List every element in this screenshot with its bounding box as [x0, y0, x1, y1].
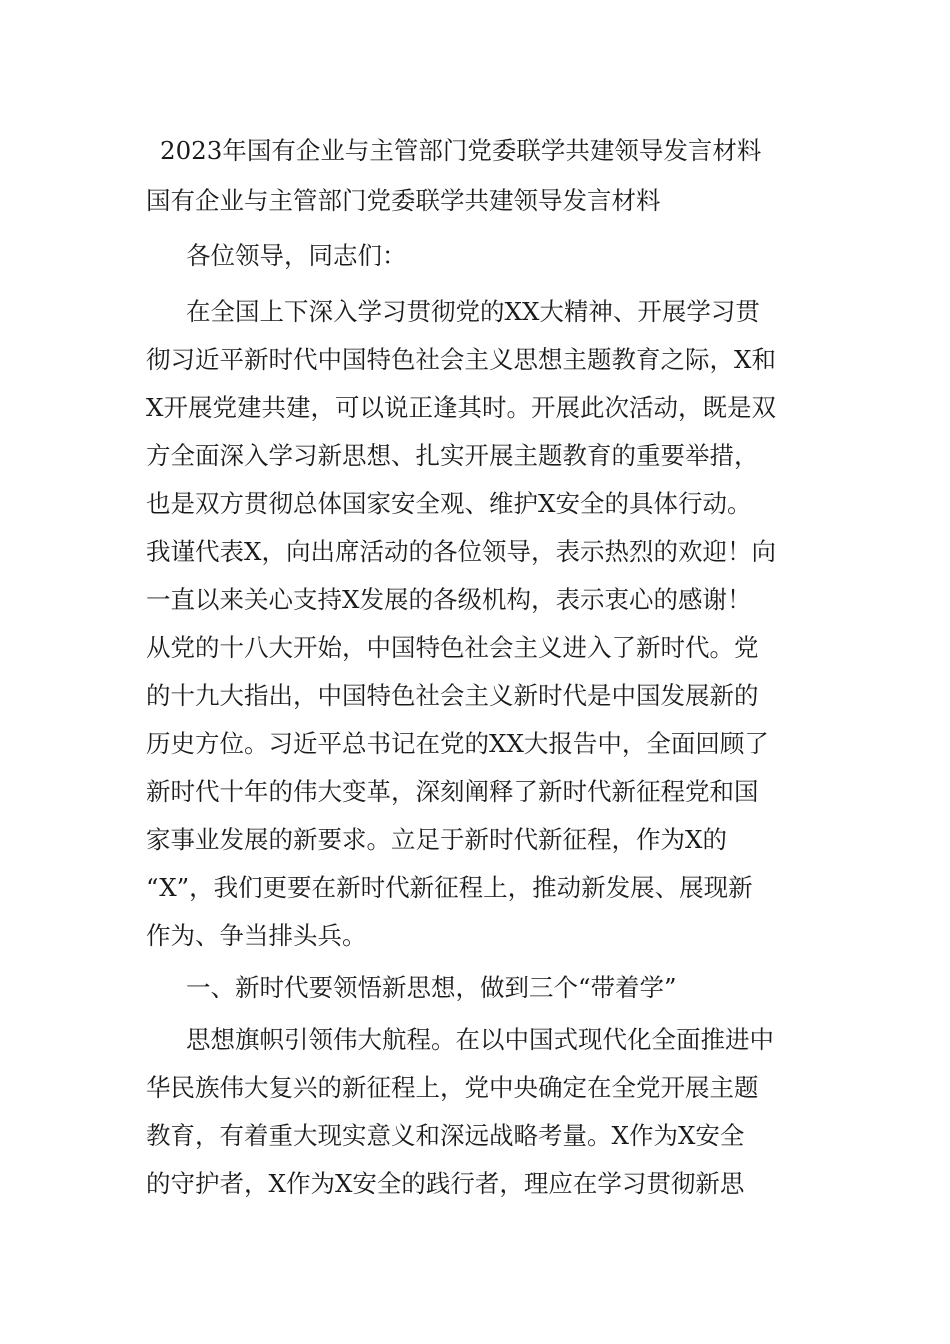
text-line: 一直以来关心支持X发展的各级机构，表示衷心的感谢！ — [146, 585, 752, 614]
document-body — [146, 128, 810, 1208]
text-line: 华民族伟大复兴的新征程上，党中央确定在全党开展主题 — [146, 1073, 759, 1102]
text-line: 教育，有着重大现实意义和深远战略考量。X作为X安全 — [146, 1121, 745, 1150]
text-line: X开展党建共建，可以说正逢其时。开展此次活动，既是双 — [146, 393, 776, 422]
section-heading: 一、新时代要领悟新思想，做到三个“带着学” — [186, 973, 677, 1002]
text-line: 方全面深入学习新思想、扎实开展主题教育的重要举措， — [146, 441, 759, 470]
text-line: 彻习近平新时代中国特色社会主义思想主题教育之际，X和 — [146, 345, 776, 374]
text-line: 新时代十年的伟大变革，深刻阐释了新时代新征程党和国 — [146, 777, 759, 806]
text-line: 我谨代表X，向出席活动的各位领导，表示热烈的欢迎！向 — [146, 537, 776, 566]
document-subtitle: 国有企业与主管部门党委联学共建领导发言材料 — [146, 186, 661, 215]
text-line: 思想旗帜引领伟大航程。在以中国式现代化全面推进中 — [186, 1025, 774, 1054]
text-line: 的守护者，X作为X安全的践行者，理应在学习贯彻新思 — [146, 1169, 745, 1198]
text-line: 的十九大指出，中国特色社会主义新时代是中国发展新的 — [146, 681, 759, 710]
text-line: “X”，我们更要在新时代新征程上，推动新发展、展现新 — [146, 873, 753, 902]
paragraph-2 — [146, 1016, 810, 1208]
text-line: 从党的十八大开始，中国特色社会主义进入了新时代。党 — [146, 633, 759, 662]
text-line: 历史方位。习近平总书记在党的XX大报告中，全面回顾了 — [146, 729, 769, 758]
text-line: 在全国上下深入学习贯彻党的XX大精神、开展学习贯 — [186, 297, 760, 326]
text-line: 家事业发展的新要求。立足于新时代新征程，作为X的 — [146, 825, 727, 854]
text-line: 作为、争当排头兵。 — [146, 921, 367, 950]
paragraph-1 — [146, 288, 810, 960]
document-title: 2023年国有企业与主管部门党委联学共建领导发言材料 — [160, 136, 762, 165]
greeting-line: 各位领导，同志们： — [186, 241, 407, 270]
text-line: 也是双方贯彻总体国家安全观、维护X安全的具体行动。 — [146, 489, 752, 518]
